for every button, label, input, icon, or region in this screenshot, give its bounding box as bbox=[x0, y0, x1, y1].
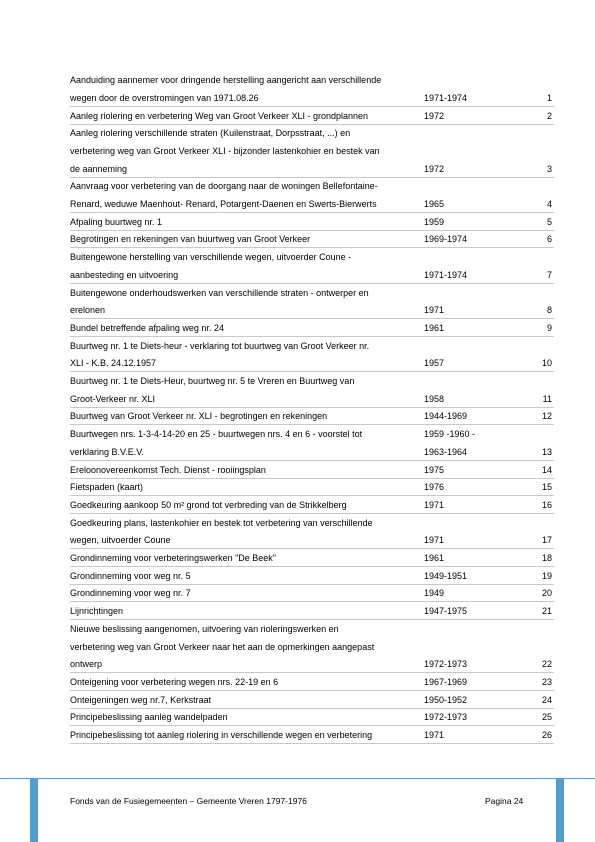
entry-description: Aanduiding aannemer voor dringende herstelling aangericht aan verschillende bbox=[70, 75, 382, 86]
entry-description: Groot-Verkeer nr. XLI bbox=[70, 393, 156, 404]
entry-years: 1944-1969 bbox=[424, 411, 468, 422]
entry-years: 1972-1973 bbox=[424, 712, 468, 723]
entry-years: 1957 bbox=[424, 358, 445, 369]
inventory-row bbox=[70, 513, 554, 549]
inventory-row bbox=[70, 478, 554, 497]
entry-number: 22 bbox=[541, 659, 552, 670]
entry-number: 16 bbox=[541, 499, 552, 510]
entry-years: 1969-1974 bbox=[424, 234, 468, 245]
row-line bbox=[70, 194, 554, 212]
inventory-row bbox=[70, 248, 554, 284]
entry-years: 1971-1974 bbox=[424, 92, 468, 103]
entry-description: Afpaling buurtweg nr. 1 bbox=[70, 216, 163, 227]
row-line bbox=[70, 301, 554, 319]
entry-number: 17 bbox=[541, 535, 552, 546]
row-line bbox=[70, 495, 554, 513]
entry-years: 1947-1975 bbox=[424, 606, 468, 617]
entry-number: 7 bbox=[546, 269, 552, 280]
entry-description: verbetering weg van Groot Verkeer XLI - bijzonder lastenkohier en bestek van bbox=[70, 145, 380, 156]
entry-description: ontwerp bbox=[70, 659, 103, 670]
row-line bbox=[70, 442, 554, 460]
inventory-row bbox=[70, 336, 554, 372]
row-line bbox=[70, 212, 554, 230]
row-line bbox=[70, 88, 554, 106]
row-line bbox=[70, 672, 554, 690]
entry-years: 1971 bbox=[424, 730, 445, 741]
row-line bbox=[70, 548, 554, 566]
row-line bbox=[70, 71, 554, 89]
entry-description: verklaring B.V.E.V. bbox=[70, 446, 144, 457]
entry-description: Begrotingen en rekeningen van buurtweg van Groot Verkeer bbox=[70, 234, 311, 245]
footer-left-bar bbox=[30, 779, 38, 842]
entry-description: aanbesteding en uitvoering bbox=[70, 269, 179, 280]
entry-description: Lijnrichtingen bbox=[70, 606, 124, 617]
entry-years: 1965 bbox=[424, 199, 445, 210]
entry-description: verbetering weg van Groot Verkeer naar het aan de opmerkingen aangepast bbox=[70, 641, 375, 652]
entry-description: de aanneming bbox=[70, 163, 128, 174]
entry-description: Onteigeningen weg nr.7, Kerkstraat bbox=[70, 694, 212, 705]
entry-years: 1961 bbox=[424, 322, 445, 333]
inventory-row bbox=[70, 495, 554, 514]
footer-right-bar bbox=[556, 779, 564, 842]
entry-description: Onteigening voor verbetering wegen nrs. 22-19 en 6 bbox=[70, 676, 279, 687]
entry-number: 23 bbox=[541, 676, 552, 687]
entry-years: 1949 bbox=[424, 588, 445, 599]
inventory-row bbox=[70, 460, 554, 479]
entry-years: 1972 bbox=[424, 110, 445, 121]
row-line bbox=[70, 425, 554, 443]
entry-description: Bundel betreffende afpaling weg nr. 24 bbox=[70, 322, 224, 333]
entry-years: 1961 bbox=[424, 553, 445, 564]
inventory-row bbox=[70, 318, 554, 337]
footer-title: Fonds van de Fusiegemeenten – Gemeente Vreren 1797-1976 bbox=[70, 796, 307, 806]
entry-number: 9 bbox=[546, 322, 552, 333]
inventory-row bbox=[70, 584, 554, 603]
entry-description: wegen door de overstromingen van 1971.08.26 bbox=[70, 92, 259, 103]
entry-description: erelonen bbox=[70, 305, 106, 316]
entry-years: 1950-1952 bbox=[424, 694, 468, 705]
entry-description: Buurtweg van Groot Verkeer nr. XLI - begrotingen en rekeningen bbox=[70, 411, 328, 422]
entry-description: Principebeslissing tot aanleg riolering in verschillende wegen en verbetering bbox=[70, 730, 373, 741]
entry-years: 1971-1974 bbox=[424, 269, 468, 280]
row-line bbox=[70, 584, 554, 602]
row-line bbox=[70, 371, 554, 389]
entry-description: XLI - K.B. 24.12.1957 bbox=[70, 358, 157, 369]
entry-years: 1959 bbox=[424, 216, 445, 227]
entry-description: Goedkeuring plans, lastenkohier en bestek tot verbetering van verschillende bbox=[70, 517, 373, 528]
inventory-row bbox=[70, 602, 554, 621]
entry-years: 1971 bbox=[424, 305, 445, 316]
entry-description: Fietspaden (kaart) bbox=[70, 482, 144, 493]
entry-number: 15 bbox=[541, 482, 552, 493]
row-line bbox=[70, 619, 554, 637]
entry-description: Grondinneming voor weg nr. 5 bbox=[70, 570, 191, 581]
row-line bbox=[70, 159, 554, 177]
row-line bbox=[70, 141, 554, 159]
row-line bbox=[70, 637, 554, 655]
entry-number: 24 bbox=[541, 694, 552, 705]
entry-years: 1972-1973 bbox=[424, 659, 468, 670]
entry-years: 1972 bbox=[424, 163, 445, 174]
inventory-row bbox=[70, 690, 554, 709]
inventory-row bbox=[70, 371, 554, 407]
inventory-row bbox=[70, 548, 554, 567]
row-line bbox=[70, 708, 554, 726]
row-line bbox=[70, 336, 554, 354]
entry-number: 26 bbox=[541, 730, 552, 741]
row-line bbox=[70, 318, 554, 336]
row-line bbox=[70, 478, 554, 496]
entry-number: 21 bbox=[541, 606, 552, 617]
entry-years: 1963-1964 bbox=[424, 446, 468, 457]
entry-years: 1971 bbox=[424, 535, 445, 546]
entry-number: 6 bbox=[546, 234, 552, 245]
inventory-row bbox=[70, 106, 554, 125]
inventory-row bbox=[70, 71, 554, 107]
inventory-row bbox=[70, 708, 554, 727]
entry-years: 1975 bbox=[424, 464, 445, 475]
row-line bbox=[70, 230, 554, 248]
inventory-row bbox=[70, 725, 554, 744]
entry-number: 11 bbox=[542, 393, 552, 404]
inventory-row bbox=[70, 672, 554, 691]
entry-description: Grondinneming voor weg nr. 7 bbox=[70, 588, 191, 599]
row-line bbox=[70, 265, 554, 283]
inventory-row bbox=[70, 566, 554, 585]
entry-description: Buitengewone onderhoudswerken van verschillende straten - ontwerper en bbox=[70, 287, 369, 298]
entry-number: 2 bbox=[546, 110, 552, 121]
entry-description: Buurtwegen nrs. 1-3-4-14-20 en 25 - buurtwegen nrs. 4 en 6 - voorstel tot bbox=[70, 429, 363, 440]
inventory-row bbox=[70, 230, 554, 249]
entry-description: Buurtweg nr. 1 te Diets-Heur, buurtweg nr. 5 te Vreren en Buurtweg van bbox=[70, 376, 355, 387]
entry-number: 12 bbox=[541, 411, 552, 422]
row-line bbox=[70, 725, 554, 743]
inventory-row bbox=[70, 407, 554, 426]
entry-description: Principebeslissing aanleg wandelpaden bbox=[70, 712, 228, 723]
entry-number: 13 bbox=[541, 446, 552, 457]
entry-years: 1958 bbox=[424, 393, 445, 404]
entry-description: Buitengewone herstelling van verschillende wegen, uitvoerder Coune - bbox=[70, 252, 352, 263]
inventory-row bbox=[70, 212, 554, 231]
row-line bbox=[70, 283, 554, 301]
row-line bbox=[70, 531, 554, 549]
footer-rule bbox=[0, 778, 595, 779]
entry-number: 5 bbox=[546, 216, 552, 227]
entry-number: 10 bbox=[541, 358, 552, 369]
entry-description: Nieuwe beslissing aangenomen, uitvoering van rioleringswerken en bbox=[70, 623, 339, 634]
row-line bbox=[70, 602, 554, 620]
row-line bbox=[70, 248, 554, 266]
inventory-row bbox=[70, 124, 554, 178]
inventory-row bbox=[70, 425, 554, 461]
inventory-row bbox=[70, 177, 554, 213]
entry-number: 4 bbox=[546, 199, 552, 210]
entry-number: 8 bbox=[546, 305, 552, 316]
row-line bbox=[70, 566, 554, 584]
entry-description: Aanvraag voor verbetering van de doorgang naar de woningen Bellefontaine- bbox=[70, 181, 378, 192]
entry-description: wegen, uitvoerder Coune bbox=[70, 535, 171, 546]
entry-description: Grondinneming voor verbeteringswerken "De Beek" bbox=[70, 553, 276, 564]
entry-years: 1976 bbox=[424, 482, 445, 493]
row-line bbox=[70, 690, 554, 708]
entry-years: 1959 -1960 - bbox=[424, 429, 476, 440]
entry-description: Renard, weduwe Maenhout- Renard, Potargent-Daenen en Swerts-Bierwerts bbox=[70, 199, 377, 210]
row-line bbox=[70, 513, 554, 531]
entry-number: 3 bbox=[546, 163, 552, 174]
entry-description: Aanleg riolering en verbetering Weg van Groot Verkeer XLI - grondplannen bbox=[70, 110, 369, 121]
entry-number: 18 bbox=[541, 553, 552, 564]
entry-number: 1 bbox=[546, 92, 552, 103]
entry-description: Buurtweg nr. 1 te Diets-heur - verklaring tot buurtweg van Groot Verkeer nr. bbox=[70, 340, 370, 351]
entry-description: Aanleg riolering verschillende straten (Kuilenstraat, Dorpsstraat, ...) en bbox=[70, 128, 351, 139]
row-line bbox=[70, 106, 554, 124]
entry-description: Ereloonovereenkomst Tech. Dienst - rooiingsplan bbox=[70, 464, 266, 475]
page-number: Pagina 24 bbox=[485, 796, 524, 806]
entry-description: Goedkeuring aankoop 50 m² grond tot verbreding van de Strikkelberg bbox=[70, 499, 347, 510]
entry-years: 1971 bbox=[424, 499, 445, 510]
entry-years: 1949-1951 bbox=[424, 570, 468, 581]
row-line bbox=[70, 389, 554, 407]
entry-number: 20 bbox=[541, 588, 552, 599]
row-line bbox=[70, 460, 554, 478]
row-line bbox=[70, 655, 554, 673]
row-line bbox=[70, 407, 554, 425]
inventory-row bbox=[70, 283, 554, 319]
entry-years: 1967-1969 bbox=[424, 676, 468, 687]
row-line bbox=[70, 124, 554, 142]
row-line bbox=[70, 354, 554, 372]
entry-number: 14 bbox=[541, 464, 552, 475]
entry-number: 25 bbox=[541, 712, 552, 723]
row-line bbox=[70, 177, 554, 195]
inventory-row bbox=[70, 619, 554, 673]
entry-number: 19 bbox=[541, 570, 552, 581]
